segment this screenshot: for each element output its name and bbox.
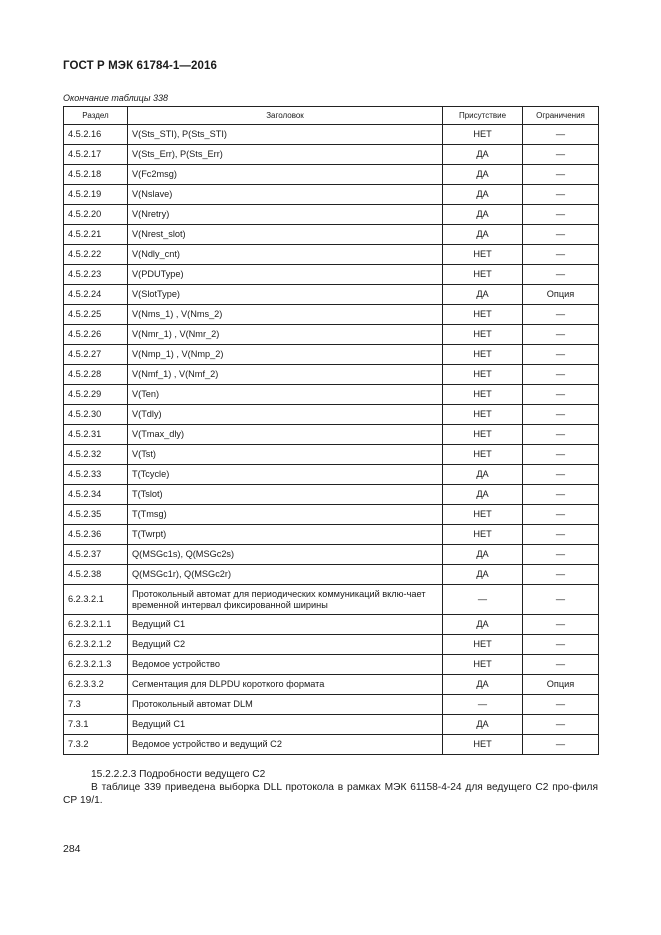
title-cell: Ведомое устройство — [128, 655, 443, 675]
constraints-cell: — — [523, 225, 599, 245]
presence-cell: — — [443, 695, 523, 715]
title-cell: V(Nrest_slot) — [128, 225, 443, 245]
table-row — [64, 325, 599, 345]
section-cell: 6.2.3.2.1.2 — [64, 635, 128, 655]
title-cell: V(Ten) — [128, 385, 443, 405]
section-cell: 4.5.2.28 — [64, 365, 128, 385]
presence-cell: НЕТ — [443, 245, 523, 265]
section-cell: 4.5.2.36 — [64, 525, 128, 545]
section-cell: 6.2.3.2.1 — [64, 585, 128, 615]
table-row — [64, 735, 599, 755]
title-cell: V(Nmr_1) , V(Nmr_2) — [128, 325, 443, 345]
section-cell: 4.5.2.32 — [64, 445, 128, 465]
table-row — [64, 265, 599, 285]
column-header-presence: Присутствие — [443, 107, 523, 125]
table-row — [64, 675, 599, 695]
constraints-cell: Опция — [523, 675, 599, 695]
presence-cell: НЕТ — [443, 735, 523, 755]
title-cell: Протокольный автомат для периодических коммуникаций вклю-чает временной интервал фиксированной ширины — [128, 585, 443, 615]
section-cell: 7.3.2 — [64, 735, 128, 755]
table-row — [64, 305, 599, 325]
section-cell: 4.5.2.29 — [64, 385, 128, 405]
section-cell: 7.3.1 — [64, 715, 128, 735]
title-cell: Q(MSGc1r), Q(MSGc2r) — [128, 565, 443, 585]
presence-cell: НЕТ — [443, 525, 523, 545]
subsection-heading: 15.2.2.2.3 Подробности ведущего С2 — [91, 769, 266, 780]
title-cell: V(SlotType) — [128, 285, 443, 305]
constraints-cell: — — [523, 565, 599, 585]
column-header-title: Заголовок — [128, 107, 443, 125]
table-caption: Окончание таблицы 338 — [63, 93, 168, 103]
section-cell: 4.5.2.25 — [64, 305, 128, 325]
presence-cell: НЕТ — [443, 345, 523, 365]
title-cell: V(Nmp_1) , V(Nmp_2) — [128, 345, 443, 365]
constraints-cell: — — [523, 715, 599, 735]
constraints-cell: Опция — [523, 285, 599, 305]
constraints-cell: — — [523, 325, 599, 345]
presence-cell: НЕТ — [443, 305, 523, 325]
title-cell: V(Nms_1) , V(Nms_2) — [128, 305, 443, 325]
title-cell: V(PDUType) — [128, 265, 443, 285]
title-cell: V(Sts_Err), P(Sts_Err) — [128, 145, 443, 165]
table-row — [64, 225, 599, 245]
section-cell: 4.5.2.34 — [64, 485, 128, 505]
constraints-cell: — — [523, 695, 599, 715]
section-cell: 4.5.2.37 — [64, 545, 128, 565]
presence-cell: НЕТ — [443, 385, 523, 405]
constraints-cell: — — [523, 635, 599, 655]
title-cell: V(Nretry) — [128, 205, 443, 225]
section-cell: 7.3 — [64, 695, 128, 715]
table-row — [64, 655, 599, 675]
constraints-cell: — — [523, 485, 599, 505]
presence-cell: НЕТ — [443, 365, 523, 385]
presence-cell: НЕТ — [443, 425, 523, 445]
constraints-cell: — — [523, 265, 599, 285]
constraints-cell: — — [523, 405, 599, 425]
table-row — [64, 485, 599, 505]
table-row — [64, 585, 599, 615]
table-row — [64, 125, 599, 145]
section-cell: 4.5.2.30 — [64, 405, 128, 425]
table-row — [64, 465, 599, 485]
table-header-row — [64, 107, 599, 125]
title-cell: T(Tslot) — [128, 485, 443, 505]
section-cell: 4.5.2.21 — [64, 225, 128, 245]
section-cell: 4.5.2.31 — [64, 425, 128, 445]
presence-cell: ДА — [443, 165, 523, 185]
table-row — [64, 365, 599, 385]
table-row — [64, 285, 599, 305]
constraints-cell: — — [523, 465, 599, 485]
section-cell: 4.5.2.24 — [64, 285, 128, 305]
constraints-cell: — — [523, 345, 599, 365]
title-cell: V(Tst) — [128, 445, 443, 465]
presence-cell: ДА — [443, 615, 523, 635]
table-row — [64, 205, 599, 225]
presence-cell: ДА — [443, 545, 523, 565]
section-cell: 4.5.2.17 — [64, 145, 128, 165]
table-row — [64, 695, 599, 715]
table-row — [64, 185, 599, 205]
presence-cell: НЕТ — [443, 635, 523, 655]
paragraph: В таблице 339 приведена выборка DLL протокола в рамках МЭК 61158-4-24 для ведущего С2 про-филя СР 19/1. — [63, 782, 598, 806]
table-row — [64, 635, 599, 655]
section-cell: 4.5.2.27 — [64, 345, 128, 365]
section-cell: 4.5.2.38 — [64, 565, 128, 585]
section-cell: 4.5.2.22 — [64, 245, 128, 265]
constraints-cell: — — [523, 205, 599, 225]
title-cell: Q(MSGc1s), Q(MSGc2s) — [128, 545, 443, 565]
section-cell: 6.2.3.3.2 — [64, 675, 128, 695]
section-cell: 4.5.2.16 — [64, 125, 128, 145]
title-cell: V(Tdly) — [128, 405, 443, 425]
table-row — [64, 145, 599, 165]
title-cell: V(Nmf_1) , V(Nmf_2) — [128, 365, 443, 385]
constraints-cell: — — [523, 735, 599, 755]
presence-cell: ДА — [443, 145, 523, 165]
title-cell: Ведущий С2 — [128, 635, 443, 655]
presence-cell: НЕТ — [443, 265, 523, 285]
title-cell: Сегментация для DLPDU короткого формата — [128, 675, 443, 695]
table-row — [64, 385, 599, 405]
constraints-cell: — — [523, 425, 599, 445]
table-row — [64, 525, 599, 545]
presence-cell: ДА — [443, 225, 523, 245]
table-row — [64, 505, 599, 525]
title-cell: T(Twrpt) — [128, 525, 443, 545]
constraints-cell: — — [523, 585, 599, 615]
section-cell: 4.5.2.18 — [64, 165, 128, 185]
title-cell: V(Sts_STI), P(Sts_STI) — [128, 125, 443, 145]
table-row — [64, 405, 599, 425]
title-cell: Ведущий С1 — [128, 715, 443, 735]
presence-cell: ДА — [443, 205, 523, 225]
constraints-cell: — — [523, 305, 599, 325]
title-cell: Протокольный автомат DLM — [128, 695, 443, 715]
table-row — [64, 345, 599, 365]
constraints-cell: — — [523, 165, 599, 185]
table-row — [64, 615, 599, 635]
constraints-cell: — — [523, 445, 599, 465]
constraints-cell: — — [523, 385, 599, 405]
section-cell: 4.5.2.20 — [64, 205, 128, 225]
section-cell: 4.5.2.33 — [64, 465, 128, 485]
data-table — [63, 106, 599, 755]
presence-cell: — — [443, 585, 523, 615]
column-header-constraints: Ограничения — [523, 107, 599, 125]
constraints-cell: — — [523, 505, 599, 525]
table-row — [64, 715, 599, 735]
document-header: ГОСТ Р МЭК 61784-1—2016 — [63, 60, 217, 72]
constraints-cell: — — [523, 125, 599, 145]
table-row — [64, 445, 599, 465]
section-cell: 4.5.2.19 — [64, 185, 128, 205]
presence-cell: НЕТ — [443, 445, 523, 465]
presence-cell: ДА — [443, 565, 523, 585]
section-cell: 4.5.2.26 — [64, 325, 128, 345]
column-header-section: Раздел — [64, 107, 128, 125]
section-cell: 4.5.2.35 — [64, 505, 128, 525]
table-row — [64, 245, 599, 265]
table-row — [64, 545, 599, 565]
constraints-cell: — — [523, 185, 599, 205]
section-cell: 4.5.2.23 — [64, 265, 128, 285]
constraints-cell: — — [523, 365, 599, 385]
title-cell: T(Tcycle) — [128, 465, 443, 485]
presence-cell: ДА — [443, 185, 523, 205]
presence-cell: НЕТ — [443, 655, 523, 675]
section-cell: 6.2.3.2.1.1 — [64, 615, 128, 635]
presence-cell: НЕТ — [443, 405, 523, 425]
title-cell: V(Tmax_dly) — [128, 425, 443, 445]
section-cell: 6.2.3.2.1.3 — [64, 655, 128, 675]
table-row — [64, 565, 599, 585]
presence-cell: НЕТ — [443, 505, 523, 525]
title-cell: Ведомое устройство и ведущий С2 — [128, 735, 443, 755]
constraints-cell: — — [523, 655, 599, 675]
constraints-cell: — — [523, 615, 599, 635]
presence-cell: ДА — [443, 485, 523, 505]
title-cell: T(Tmsg) — [128, 505, 443, 525]
presence-cell: ДА — [443, 675, 523, 695]
presence-cell: НЕТ — [443, 125, 523, 145]
table-row — [64, 425, 599, 445]
presence-cell: ДА — [443, 715, 523, 735]
constraints-cell: — — [523, 545, 599, 565]
title-cell: V(Nslave) — [128, 185, 443, 205]
page-number: 284 — [63, 843, 81, 855]
title-cell: Ведущий С1 — [128, 615, 443, 635]
presence-cell: ДА — [443, 465, 523, 485]
constraints-cell: — — [523, 525, 599, 545]
title-cell: V(Ndly_cnt) — [128, 245, 443, 265]
presence-cell: НЕТ — [443, 325, 523, 345]
table-row — [64, 165, 599, 185]
constraints-cell: — — [523, 145, 599, 165]
presence-cell: ДА — [443, 285, 523, 305]
title-cell: V(Fc2msg) — [128, 165, 443, 185]
constraints-cell: — — [523, 245, 599, 265]
